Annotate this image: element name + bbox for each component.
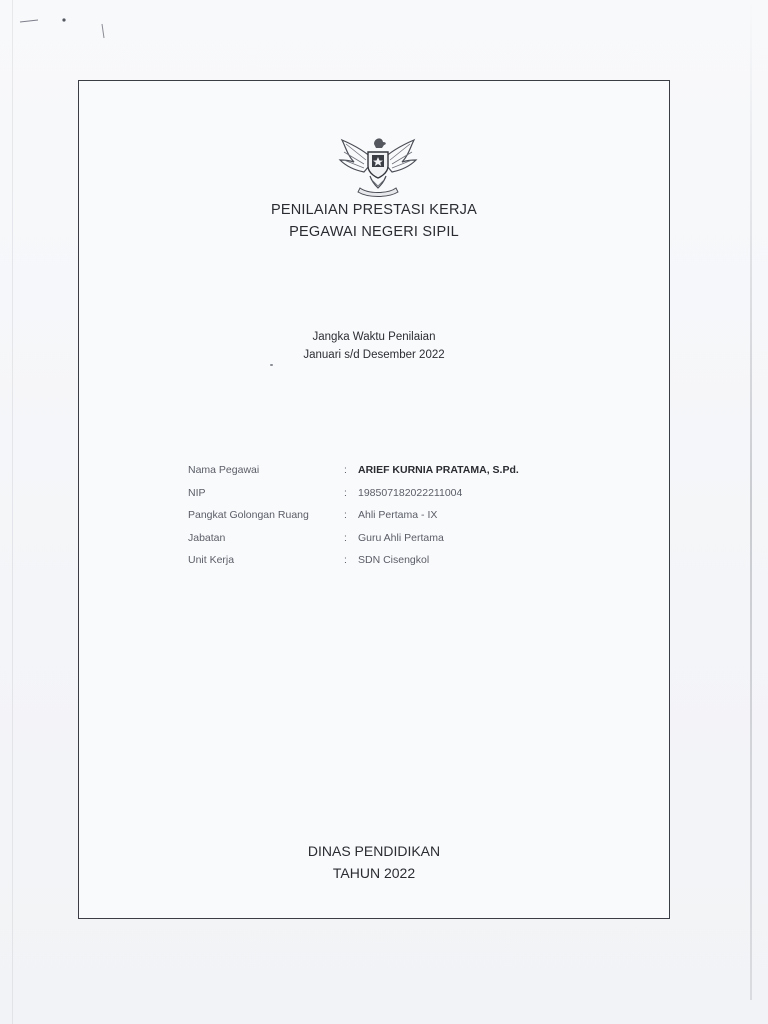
year-line: TAHUN 2022 (332, 865, 416, 881)
info-label: Nama Pegawai (188, 464, 260, 476)
info-colon: : (344, 464, 347, 476)
garuda-emblem-icon (336, 130, 420, 200)
employee-info-table (188, 464, 568, 577)
employee-nip: 198507182022211004 (358, 486, 463, 499)
scan-edge-left (12, 0, 13, 1024)
issuer-line: DINAS PENDIDIKAN (307, 843, 441, 859)
info-row-nama (188, 464, 568, 487)
assessment-period-label: Jangka Waktu Penilaian (312, 331, 436, 343)
document-title-line-2: PEGAWAI NEGERI SIPIL (289, 224, 459, 240)
employee-name: ARIEF KURNIA PRATAMA, S.Pd. (358, 464, 519, 476)
info-row-unit (188, 554, 568, 577)
scan-edge-right (750, 0, 752, 1000)
info-colon: : (344, 554, 347, 566)
employee-rank: Ahli Pertama - IX (358, 509, 438, 521)
info-colon: : (344, 531, 347, 544)
employee-unit: SDN Cisengkol (358, 554, 430, 566)
document-title-line-1: PENILAIAN PRESTASI KERJA (271, 202, 477, 218)
assessment-period-value: Januari s/d Desember 2022 (303, 349, 445, 361)
info-row-nip (188, 487, 568, 510)
info-label: Jabatan (188, 531, 226, 544)
scan-speck (270, 364, 273, 366)
info-colon: : (344, 486, 347, 499)
info-label: Unit Kerja (188, 554, 235, 566)
info-colon: : (344, 509, 347, 521)
employee-position: Guru Ahli Pertama (358, 531, 444, 544)
info-label: Pangkat Golongan Ruang (188, 509, 309, 521)
info-label: NIP (188, 486, 206, 499)
scan-artifact-mark (18, 14, 108, 44)
info-row-jabatan (188, 532, 568, 555)
info-row-pangkat (188, 509, 568, 532)
